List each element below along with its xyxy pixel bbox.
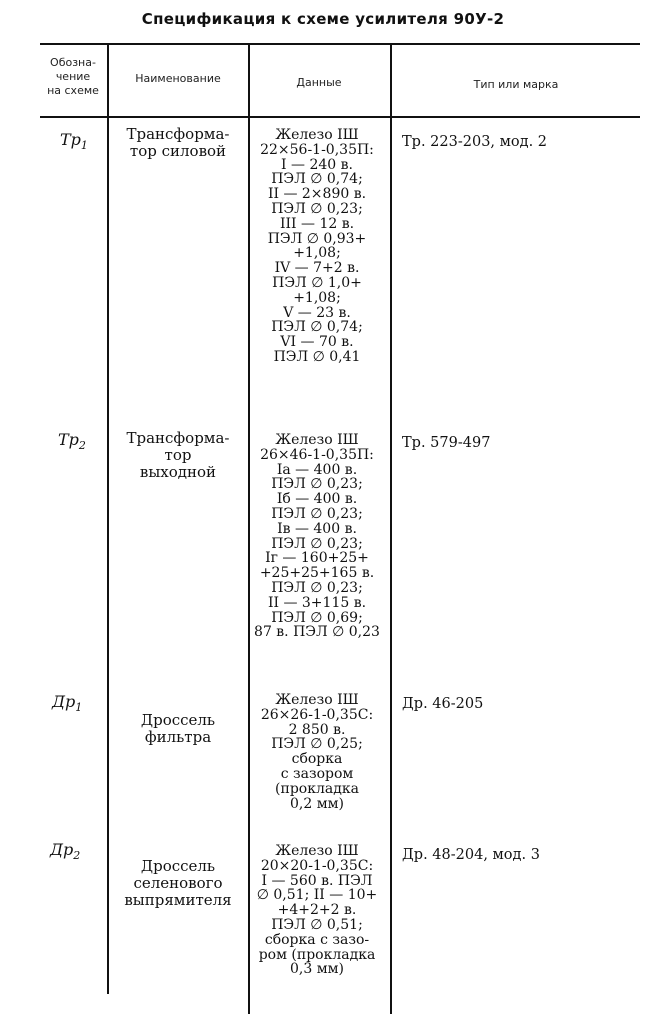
name-power-transformer: Трансформа- тор силовой bbox=[126, 125, 230, 160]
page-title: Спецификация к схеме усилителя 90У-2 bbox=[141, 10, 505, 28]
column-divider-1 bbox=[107, 44, 109, 994]
type-dr1: Др. 46-205 bbox=[402, 696, 484, 712]
type-tr1: Тр. 223-203, мод. 2 bbox=[402, 134, 548, 150]
name-selenium-rectifier-choke: Дроссель селенового выпрямителя bbox=[124, 857, 232, 909]
data-dr1: Железо ІШ 26×26-1-0,35С: 2 850 в. ПЭЛ ∅ 0,25; сборка с зазором (прокладка 0,2 мм) bbox=[260, 693, 374, 812]
designation-dr2: $Др_2$ bbox=[50, 840, 81, 863]
name-filter-choke: Дроссель фильтра bbox=[140, 711, 216, 746]
name-output-transformer: Трансформа- тор выходной bbox=[126, 429, 230, 481]
designation-tr1: $Тр_1$ bbox=[60, 130, 88, 153]
designation-tr2: $Тр_2$ bbox=[58, 430, 86, 453]
designation-dr1: $Др_1$ bbox=[52, 692, 83, 715]
data-tr2: Железо ІШ 26×46-1-0,35П: Ia — 400 в. ПЭЛ ∅ 0,23; Iб — 400 в. ПЭЛ ∅ 0,23; Iв — 400 в. ПЭЛ ∅ 0,23; Iг — 160+25+ +25+25+165 в. ПЭЛ ∅ 0,23; II — 3+115 в. ПЭЛ ∅ 0,69; 87 в. ПЭЛ ∅ 0,23 bbox=[254, 433, 380, 641]
header-designation: Обозна- чение на схеме bbox=[47, 56, 99, 97]
header-bottom-rule bbox=[40, 116, 640, 118]
header-name: Наименование bbox=[135, 72, 221, 85]
type-tr2: Тр. 579-497 bbox=[402, 435, 491, 451]
column-divider-3 bbox=[390, 44, 392, 1014]
table-top-rule bbox=[40, 43, 640, 45]
type-dr2: Др. 48-204, мод. 3 bbox=[402, 847, 540, 863]
data-tr1: Железо ІШ 22×56-1-0,35П: I — 240 в. ПЭЛ ∅ 0,74; II — 2×890 в. ПЭЛ ∅ 0,23; III — 12 в. ПЭЛ ∅ 0,93+ +1,08; IV — 7+2 в. ПЭЛ ∅ 1,0+ +1,08; V — 23 в. ПЭЛ ∅ 0,74; VI — 70 в. ПЭЛ ∅ 0,41 bbox=[260, 128, 374, 365]
header-data: Данные bbox=[296, 76, 342, 89]
header-type: Тип или марка bbox=[473, 78, 559, 91]
data-dr2: Железо ІШ 20×20-1-0,35С: I — 560 в. ПЭЛ ∅ 0,51; II — 10+ +4+2+2 в. ПЭЛ ∅ 0,51; сборка с зазо- ром (прокладка 0,3 мм) bbox=[256, 844, 378, 978]
